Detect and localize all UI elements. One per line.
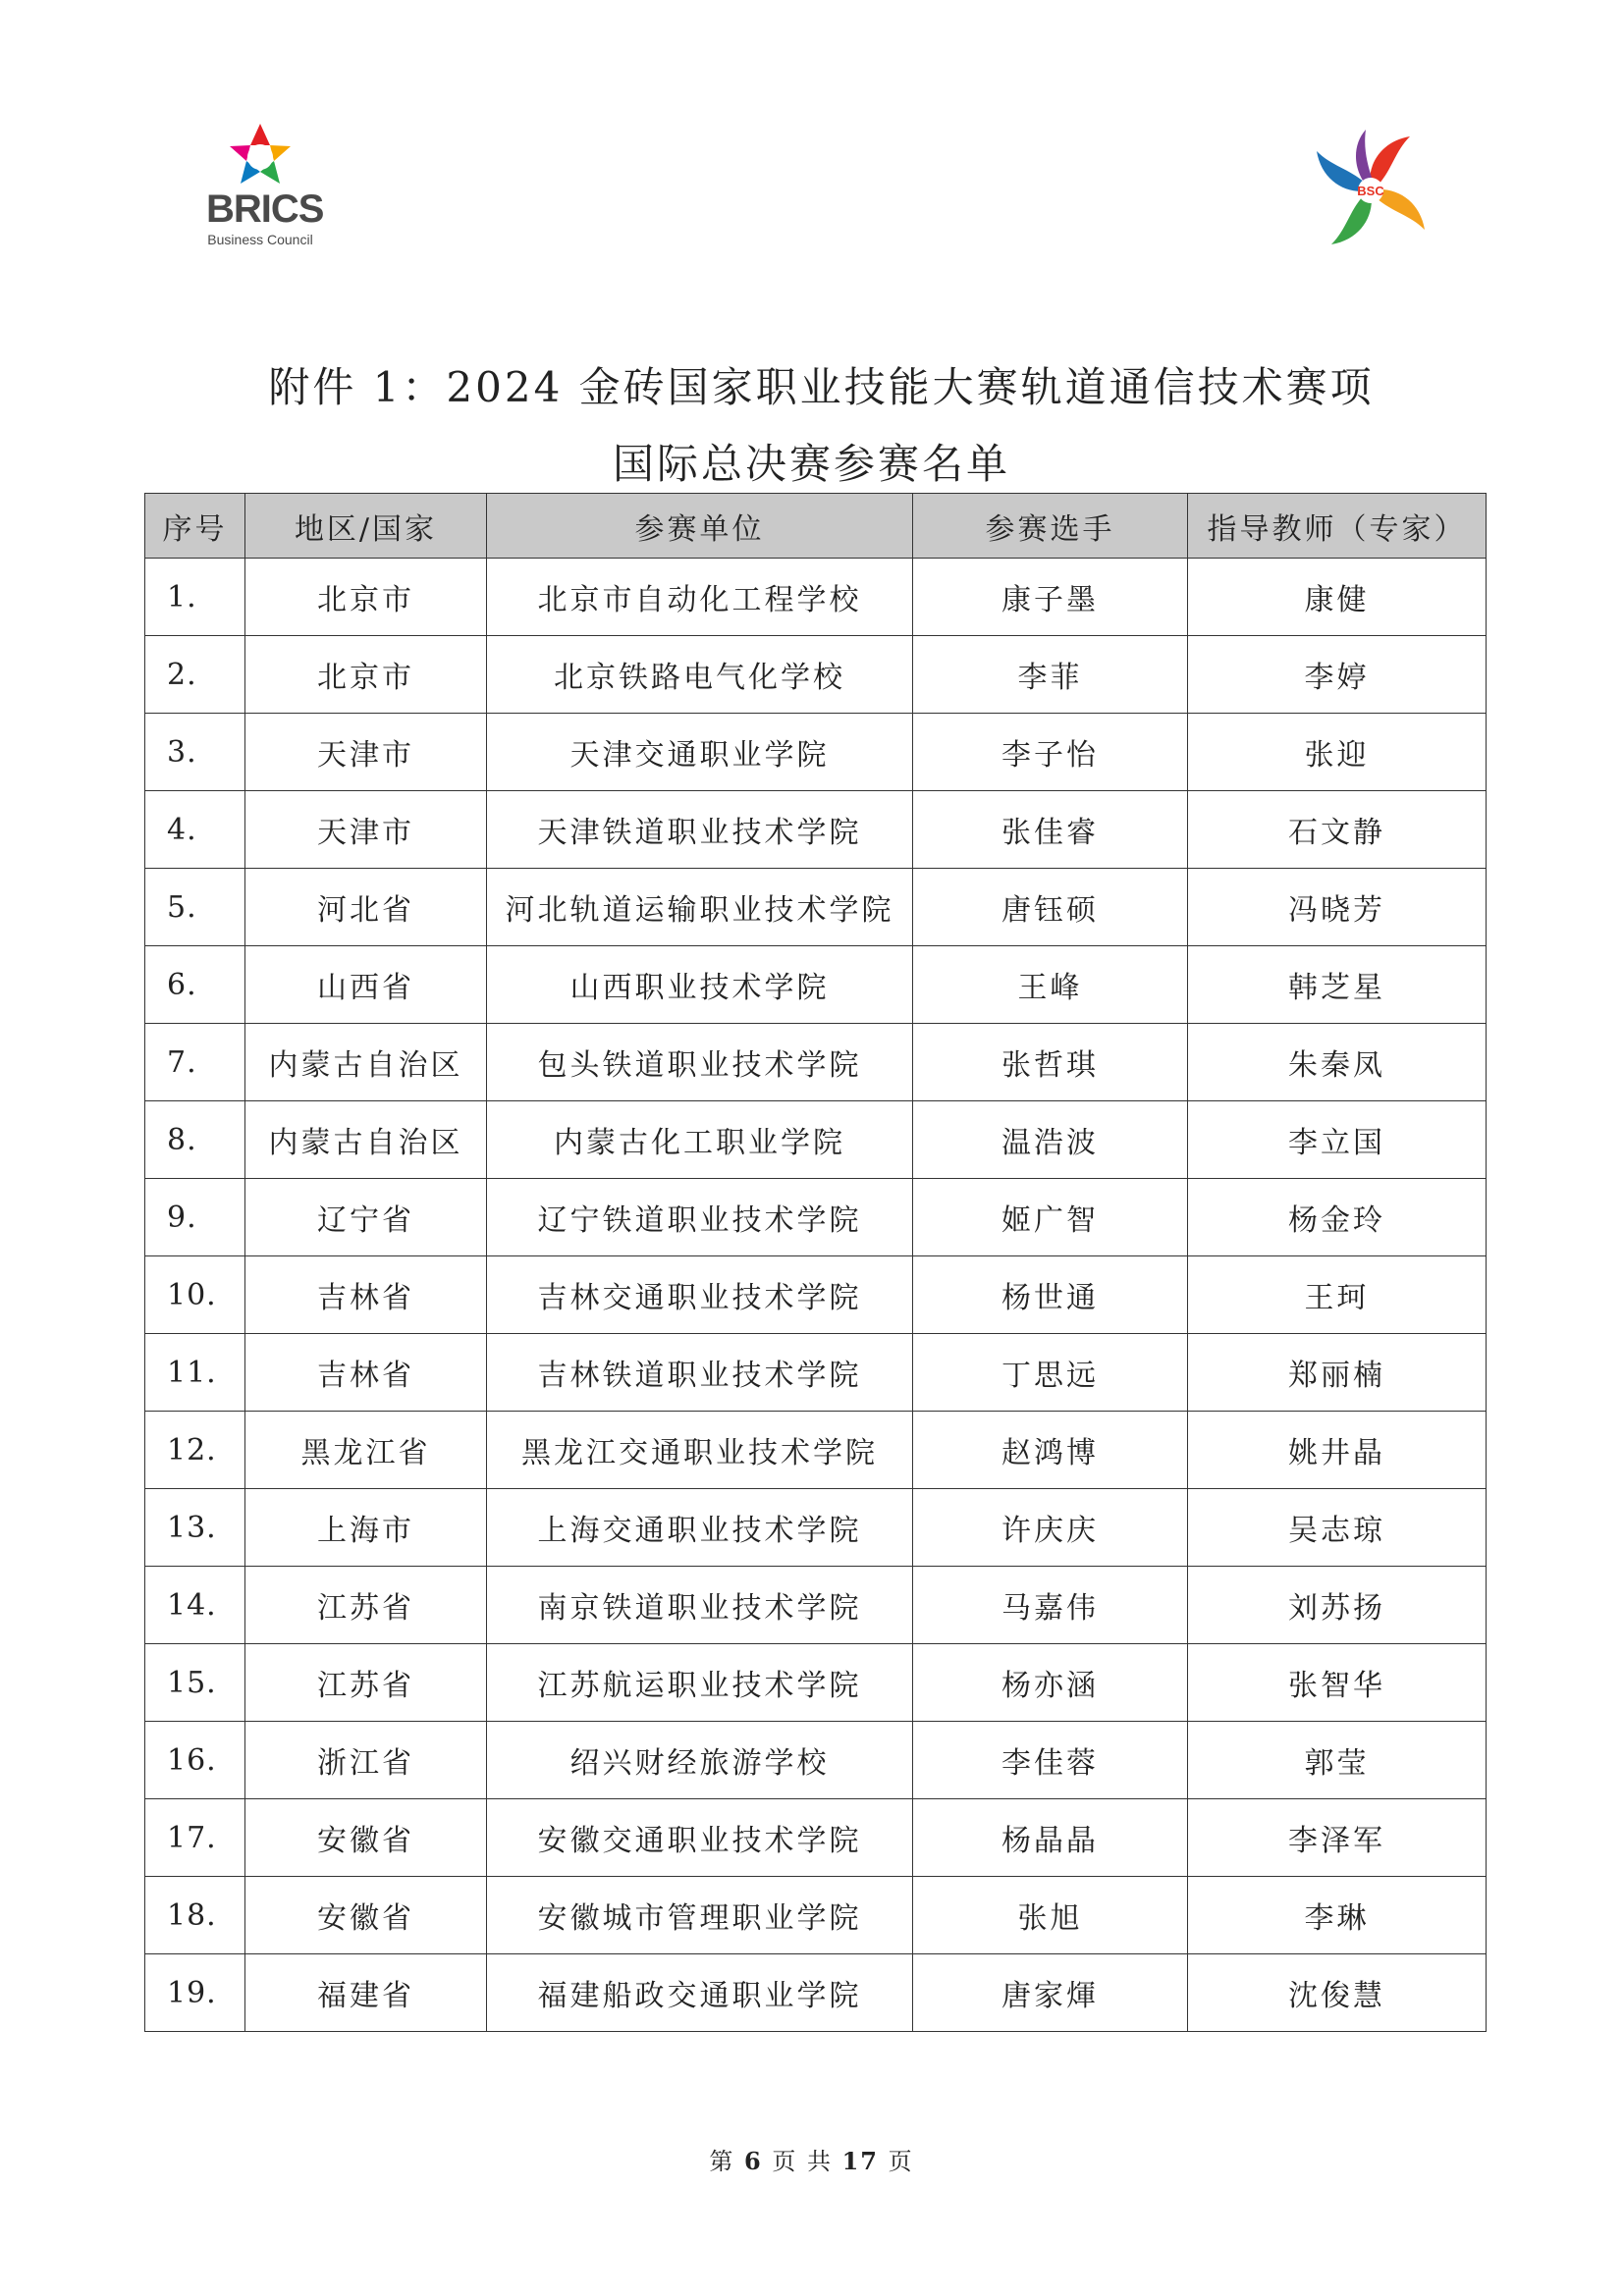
cell-instructor: 吴志琼 <box>1188 1489 1487 1567</box>
cell-instructor: 郭莹 <box>1188 1722 1487 1799</box>
cell-serial: 14. <box>145 1567 245 1644</box>
cell-contestant: 杨亦涵 <box>913 1644 1188 1722</box>
brics-star-icon <box>206 120 314 188</box>
cell-region: 内蒙古自治区 <box>245 1024 487 1101</box>
page-footer <box>0 2142 1623 2176</box>
table-row <box>145 1877 1487 1954</box>
cell-region: 山西省 <box>245 946 487 1024</box>
cell-instructor: 石文静 <box>1188 791 1487 869</box>
table-row <box>145 1722 1487 1799</box>
cell-instructor: 姚井晶 <box>1188 1412 1487 1489</box>
cell-serial: 16. <box>145 1722 245 1799</box>
cell-institution: 天津交通职业学院 <box>487 714 913 791</box>
cell-contestant: 张佳睿 <box>913 791 1188 869</box>
participant-table <box>144 493 1487 2032</box>
cell-region: 浙江省 <box>245 1722 487 1799</box>
cell-serial: 9. <box>145 1179 245 1256</box>
cell-serial: 3. <box>145 714 245 791</box>
cell-contestant: 杨晶晶 <box>913 1799 1188 1877</box>
brics-logo-subtitle: Business Council <box>207 232 313 247</box>
cell-serial: 13. <box>145 1489 245 1567</box>
cell-contestant: 张旭 <box>913 1877 1188 1954</box>
cell-region: 江苏省 <box>245 1567 487 1644</box>
table-row <box>145 636 1487 714</box>
cell-contestant: 王峰 <box>913 946 1188 1024</box>
cell-contestant: 姬广智 <box>913 1179 1188 1256</box>
cell-institution: 吉林铁道职业技术学院 <box>487 1334 913 1412</box>
cell-region: 吉林省 <box>245 1334 487 1412</box>
cell-contestant: 杨世通 <box>913 1256 1188 1334</box>
cell-serial: 15. <box>145 1644 245 1722</box>
cell-institution: 天津铁道职业技术学院 <box>487 791 913 869</box>
cell-serial: 2. <box>145 636 245 714</box>
cell-contestant: 张哲琪 <box>913 1024 1188 1101</box>
cell-institution: 山西职业技术学院 <box>487 946 913 1024</box>
cell-institution: 北京铁路电气化学校 <box>487 636 913 714</box>
cell-region: 安徽省 <box>245 1877 487 1954</box>
cell-contestant: 康子墨 <box>913 559 1188 636</box>
cell-instructor: 李琳 <box>1188 1877 1487 1954</box>
cell-instructor: 杨金玲 <box>1188 1179 1487 1256</box>
cell-serial: 17. <box>145 1799 245 1877</box>
cell-contestant: 赵鸿博 <box>913 1412 1188 1489</box>
cell-region: 河北省 <box>245 869 487 946</box>
table-row <box>145 559 1487 636</box>
table-row <box>145 869 1487 946</box>
table-header-row <box>145 494 1487 559</box>
cell-instructor: 冯晓芳 <box>1188 869 1487 946</box>
brics-logo <box>206 120 324 257</box>
table-row <box>145 1334 1487 1412</box>
cell-serial: 8. <box>145 1101 245 1179</box>
table-body <box>145 559 1487 2032</box>
page-title-line-1: 附件 1：2024 金砖国家职业技能大赛轨道通信技术赛项 <box>268 363 1375 411</box>
cell-instructor: 张智华 <box>1188 1644 1487 1722</box>
cell-institution: 吉林交通职业技术学院 <box>487 1256 913 1334</box>
cell-instructor: 韩芝星 <box>1188 946 1487 1024</box>
cell-serial: 5. <box>145 869 245 946</box>
cell-region: 上海市 <box>245 1489 487 1567</box>
table-row <box>145 946 1487 1024</box>
cell-institution: 安徽交通职业技术学院 <box>487 1799 913 1877</box>
total-pages-number: 17 <box>841 2147 880 2175</box>
cell-institution: 北京市自动化工程学校 <box>487 559 913 636</box>
brics-logo-text: BRICS <box>206 187 324 231</box>
cell-instructor: 沈俊慧 <box>1188 1954 1487 2032</box>
header-region: 地区/国家 <box>245 494 487 559</box>
cell-contestant: 温浩波 <box>913 1101 1188 1179</box>
table-row <box>145 1179 1487 1256</box>
cell-institution: 福建船政交通职业学院 <box>487 1954 913 2032</box>
cell-region: 北京市 <box>245 636 487 714</box>
bsc-logo-text: BSC <box>1357 184 1384 198</box>
cell-institution: 绍兴财经旅游学校 <box>487 1722 913 1799</box>
footer-suffix: 页 <box>888 2148 914 2175</box>
cell-region: 福建省 <box>245 1954 487 2032</box>
cell-contestant: 丁思远 <box>913 1334 1188 1412</box>
cell-serial: 19. <box>145 1954 245 2032</box>
footer-middle: 页 共 <box>772 2148 833 2175</box>
cell-serial: 10. <box>145 1256 245 1334</box>
table-row <box>145 1412 1487 1489</box>
cell-serial: 12. <box>145 1412 245 1489</box>
page-title-line-2: 国际总决赛参赛名单 <box>612 440 1010 488</box>
table-row <box>145 1644 1487 1722</box>
bsc-swirl-icon <box>1306 126 1435 255</box>
cell-serial: 4. <box>145 791 245 869</box>
cell-contestant: 李子怡 <box>913 714 1188 791</box>
cell-region: 江苏省 <box>245 1644 487 1722</box>
header-serial: 序号 <box>145 494 245 559</box>
cell-instructor: 刘苏扬 <box>1188 1567 1487 1644</box>
cell-region: 北京市 <box>245 559 487 636</box>
cell-institution: 内蒙古化工职业学院 <box>487 1101 913 1179</box>
cell-region: 辽宁省 <box>245 1179 487 1256</box>
cell-institution: 河北轨道运输职业技术学院 <box>487 869 913 946</box>
table-row <box>145 1954 1487 2032</box>
cell-instructor: 康健 <box>1188 559 1487 636</box>
table-row <box>145 1799 1487 1877</box>
table-row <box>145 1256 1487 1334</box>
cell-contestant: 唐钰硕 <box>913 869 1188 946</box>
cell-instructor: 郑丽楠 <box>1188 1334 1487 1412</box>
cell-contestant: 唐家煇 <box>913 1954 1188 2032</box>
cell-instructor: 朱秦凤 <box>1188 1024 1487 1101</box>
table-row <box>145 1567 1487 1644</box>
cell-serial: 6. <box>145 946 245 1024</box>
table-row <box>145 714 1487 791</box>
table-row <box>145 791 1487 869</box>
bsc-logo <box>1306 126 1435 255</box>
cell-region: 吉林省 <box>245 1256 487 1334</box>
cell-institution: 上海交通职业技术学院 <box>487 1489 913 1567</box>
cell-instructor: 王珂 <box>1188 1256 1487 1334</box>
cell-serial: 18. <box>145 1877 245 1954</box>
cell-contestant: 李菲 <box>913 636 1188 714</box>
header-institution: 参赛单位 <box>487 494 913 559</box>
table-row <box>145 1101 1487 1179</box>
cell-region: 安徽省 <box>245 1799 487 1877</box>
cell-contestant: 马嘉伟 <box>913 1567 1188 1644</box>
cell-institution: 辽宁铁道职业技术学院 <box>487 1179 913 1256</box>
cell-region: 内蒙古自治区 <box>245 1101 487 1179</box>
cell-instructor: 李立国 <box>1188 1101 1487 1179</box>
cell-contestant: 李佳蓉 <box>913 1722 1188 1799</box>
cell-serial: 1. <box>145 559 245 636</box>
cell-region: 天津市 <box>245 714 487 791</box>
cell-institution: 安徽城市管理职业学院 <box>487 1877 913 1954</box>
footer-prefix: 第 <box>709 2148 735 2175</box>
header-instructor: 指导教师（专家） <box>1188 494 1487 559</box>
cell-institution: 南京铁道职业技术学院 <box>487 1567 913 1644</box>
cell-institution: 江苏航运职业技术学院 <box>487 1644 913 1722</box>
cell-region: 黑龙江省 <box>245 1412 487 1489</box>
cell-contestant: 许庆庆 <box>913 1489 1188 1567</box>
cell-serial: 7. <box>145 1024 245 1101</box>
cell-instructor: 张迎 <box>1188 714 1487 791</box>
cell-serial: 11. <box>145 1334 245 1412</box>
cell-instructor: 李婷 <box>1188 636 1487 714</box>
cell-instructor: 李泽军 <box>1188 1799 1487 1877</box>
table-row <box>145 1024 1487 1101</box>
table-row <box>145 1489 1487 1567</box>
header-contestant: 参赛选手 <box>913 494 1188 559</box>
cell-institution: 黑龙江交通职业技术学院 <box>487 1412 913 1489</box>
current-page-number: 6 <box>743 2147 763 2175</box>
cell-region: 天津市 <box>245 791 487 869</box>
cell-institution: 包头铁道职业技术学院 <box>487 1024 913 1101</box>
